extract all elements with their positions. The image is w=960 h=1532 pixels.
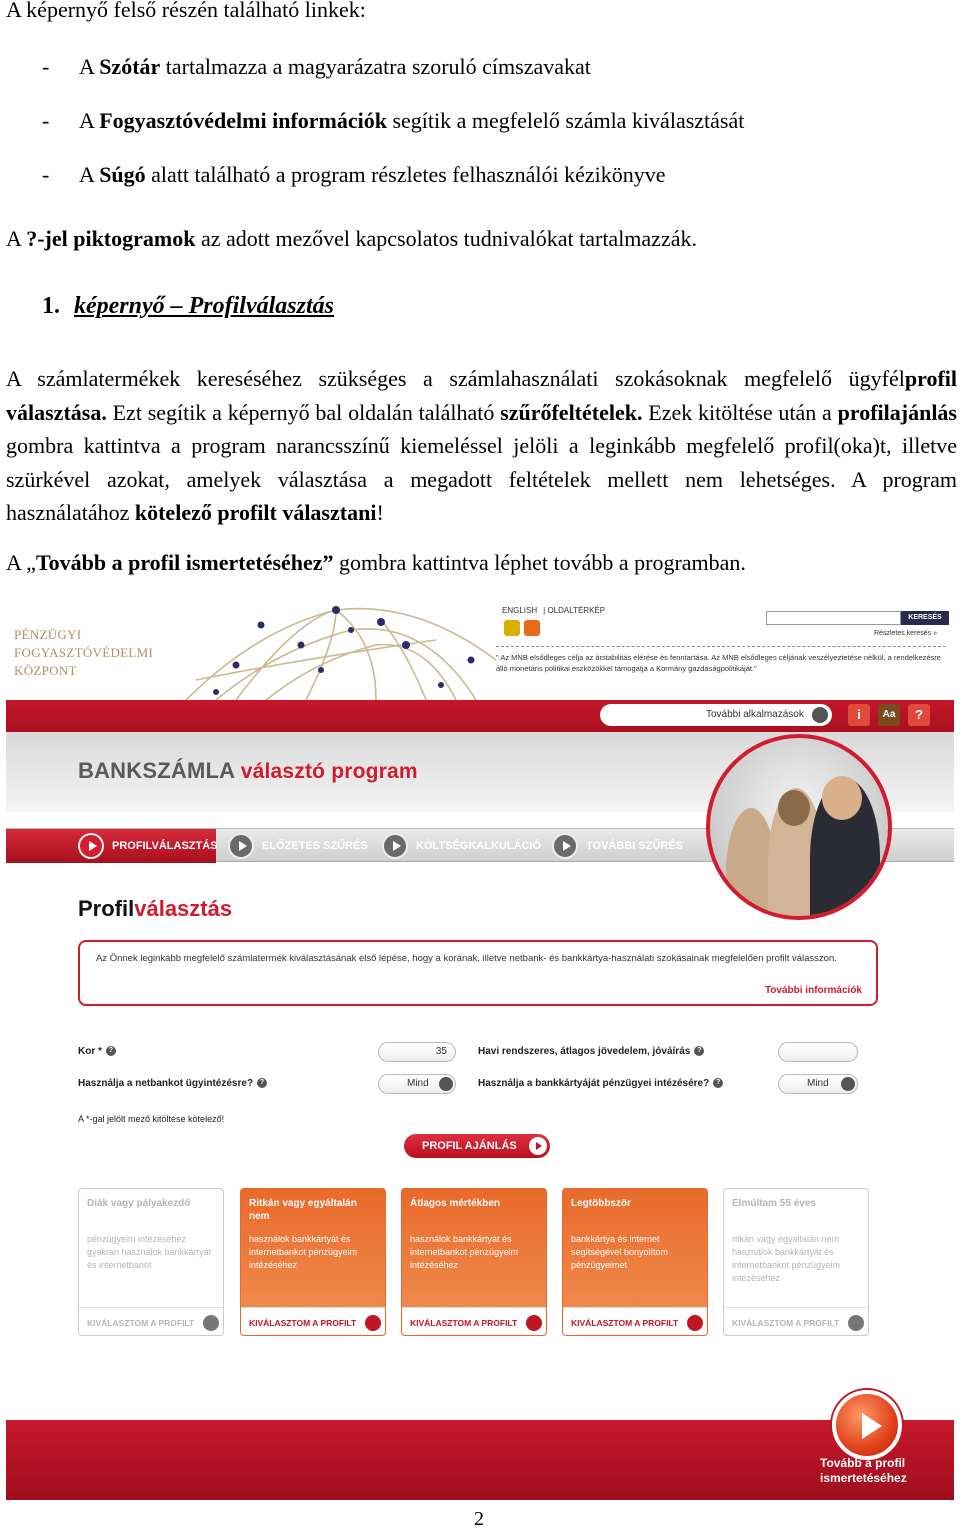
- search-input[interactable]: [766, 611, 901, 625]
- netbank-select[interactable]: Mind: [378, 1074, 456, 1094]
- age-input[interactable]: 35: [378, 1042, 456, 1062]
- help-icon[interactable]: ?: [908, 704, 930, 726]
- play-icon: [526, 1315, 542, 1331]
- more-apps-dropdown[interactable]: További alkalmazások: [600, 704, 832, 726]
- intro-paragraph: A képernyő felső részén található linkek:: [6, 0, 366, 22]
- play-icon: [228, 833, 254, 859]
- chevron-down-icon: [841, 1077, 855, 1091]
- sugo-term: Súgó: [99, 162, 146, 187]
- app-title: BANKSZÁMLA választó program: [78, 758, 418, 783]
- next-profile-button[interactable]: Tovább a profil ismertetéséhez: [820, 1456, 907, 1485]
- chevron-down-icon: [439, 1077, 453, 1091]
- divider: [496, 646, 946, 647]
- link-list: [42, 50, 744, 212]
- sitemap-link[interactable]: OLDALTÉRKÉP: [547, 606, 606, 615]
- age-label: Kor * ?: [78, 1046, 116, 1057]
- search-button[interactable]: KERESÉS: [901, 611, 949, 625]
- profile-card: Elmúltam 55 éves ritkán vagy egyáltalán nem használok bankkártyát és internetbankot pénzügyeim intézéséhez KIVÁLASZTOM A PROFILT: [723, 1188, 869, 1336]
- select-profile-button[interactable]: KIVÁLASZTOM A PROFILT: [563, 1307, 708, 1336]
- list-item: - A Szótár tartalmazza a magyarázatra szoruló címszavakat: [42, 54, 591, 79]
- font-size-icon[interactable]: Aa: [878, 704, 900, 726]
- tab-koltsegkalkulacio[interactable]: KÖLTSÉGKALKULÁCIÓ: [382, 833, 541, 859]
- help-icon[interactable]: ?: [257, 1078, 267, 1088]
- income-input[interactable]: [778, 1042, 858, 1062]
- chevron-down-icon: [812, 707, 828, 723]
- app-bottom-bar: [6, 1420, 954, 1500]
- select-profile-button[interactable]: KIVÁLASZTOM A PROFILT: [241, 1307, 386, 1336]
- help-icon[interactable]: ?: [713, 1078, 723, 1088]
- play-icon: [78, 833, 104, 859]
- info-icon[interactable]: i: [848, 704, 870, 726]
- play-icon: [382, 833, 408, 859]
- select-profile-button[interactable]: KIVÁLASZTOM A PROFILT: [402, 1307, 547, 1336]
- rss-icon[interactable]: [524, 620, 540, 636]
- profile-card: Ritkán vagy egyáltalán nem használok bankkártyát és internetbankot pénzügyeim intézéséhez KIVÁLASZTOM A PROFILT: [240, 1188, 386, 1336]
- accessibility-icon[interactable]: [504, 620, 520, 636]
- profile-card: Diák vagy pályakezdő pénzügyeim intézéséhez gyakran használok bankkártyát és internetbanot KIVÁLASZTOM A PROFILT: [78, 1188, 224, 1336]
- required-note: A *-gal jelölt mező kitöltése kötelező!: [78, 1114, 225, 1124]
- fogyasztovedelmi-term: Fogyasztóvédelmi információk: [99, 108, 387, 133]
- people-photo: [706, 734, 892, 920]
- app-frame: [6, 700, 954, 1500]
- play-icon: [365, 1315, 381, 1331]
- netbank-label: Használja a netbankot ügyintézésre? ?: [78, 1078, 267, 1089]
- info-box: Az Önnek leginkább megfelelő számlatermék kiválasztásának első lépése, hogy a korának, illetve netbank- és bankkártya-használati szokásainak megfelelően profilt válasszon. További információk: [78, 940, 878, 1006]
- play-icon: [687, 1315, 703, 1331]
- pfk-logo: PÉNZÜGYI FOGYASZTÓVÉDELMI KÖZPONT: [14, 627, 154, 678]
- pictogram-paragraph: A ?-jel piktogramok az adott mezővel kapcsolatos tudnivalókat tartalmazzák.: [6, 226, 697, 251]
- profile-card: Átlagos mértékben használok bankkártyát és internetbankot pénzügyeim intézéséhez KIVÁLASZTOM A PROFILT: [401, 1188, 547, 1336]
- profile-card: Legtöbbször bankkártya és internet segítségével bonyolítom pénzügyeimet KIVÁLASZTOM A PROFILT: [562, 1188, 708, 1336]
- tab-elozetes-szures[interactable]: ELŐZETES SZŰRÉS: [228, 833, 368, 859]
- select-profile-button[interactable]: KIVÁLASZTOM A PROFILT: [79, 1307, 224, 1336]
- globe-network-graphic: [176, 600, 506, 700]
- section-heading: 1. képernyő – Profilválasztás: [42, 293, 334, 319]
- next-paragraph: A „Tovább a profil ismertetéséhez” gombra kattintva léphet tovább a programban.: [6, 550, 746, 575]
- play-icon: [848, 1315, 864, 1331]
- help-icon[interactable]: ?: [694, 1046, 704, 1056]
- app-top-bar: [6, 700, 954, 732]
- page-title: Profilválasztás: [78, 896, 233, 921]
- play-icon: [203, 1315, 219, 1331]
- top-links: ENGLISH | OLDALTÉRKÉP: [502, 606, 606, 615]
- mnb-quote: " Az MNB elsődleges célja az árstabilitás elérése és fenntartása. Az MNB elsődleges céljának veszélyeztetése nélkül, a rendelkezésre álló monetáris politikai eszközökkel támogatja a Kormány gazdaságpolitikáját.": [496, 653, 941, 673]
- szotar-term: Szótár: [99, 54, 161, 79]
- help-icon[interactable]: ?: [106, 1046, 116, 1056]
- play-icon: [529, 1137, 547, 1155]
- profile-recommend-button[interactable]: PROFIL AJÁNLÁS: [404, 1134, 550, 1158]
- card-label: Használja a bankkártyáját pénzügyei intézésére? ?: [478, 1078, 723, 1089]
- english-link[interactable]: ENGLISH: [502, 606, 538, 615]
- list-item: - A Fogyasztóvédelmi információk segítik a megfelelő számla kiválasztását: [42, 108, 745, 133]
- income-label: Havi rendszeres, átlagos jövedelem, jóváírás ?: [478, 1046, 704, 1057]
- embedded-screenshot: [6, 600, 954, 1500]
- list-item: - A Súgó alatt található a program részletes felhasználói kézikönyve: [42, 162, 666, 187]
- main-paragraph: A számlatermékek kereséséhez szükséges a számlahasználati szokásoknak megfelelő ügyfélprofil választása. Ezt segítik a képernyő bal oldalán található szűrőfeltételek. Ezek kitöltése után a profilajánlás gombra kattintva a program narancsszínű kiemeléssel jelöli a leginkább megfelelő profil(oka)t, illetve szürkével azokat, amelyek választása a megadott feltételek mellett nem lehetséges. A program használatához kötelező profilt választani!: [6, 366, 957, 525]
- tab-tovabbi-szures[interactable]: TOVÁBBI SZŰRÉS: [552, 833, 683, 859]
- next-play-icon[interactable]: [832, 1390, 902, 1460]
- card-select[interactable]: Mind: [778, 1074, 858, 1094]
- select-profile-button[interactable]: KIVÁLASZTOM A PROFILT: [724, 1307, 869, 1336]
- advanced-search-link[interactable]: Részletes keresés »: [874, 630, 938, 637]
- more-info-link[interactable]: További információk: [764, 985, 862, 996]
- play-icon: [552, 833, 578, 859]
- page-number: 2: [474, 1508, 484, 1530]
- tab-profilvalasztas[interactable]: PROFILVÁLASZTÁS: [78, 833, 218, 859]
- site-header: [6, 600, 954, 700]
